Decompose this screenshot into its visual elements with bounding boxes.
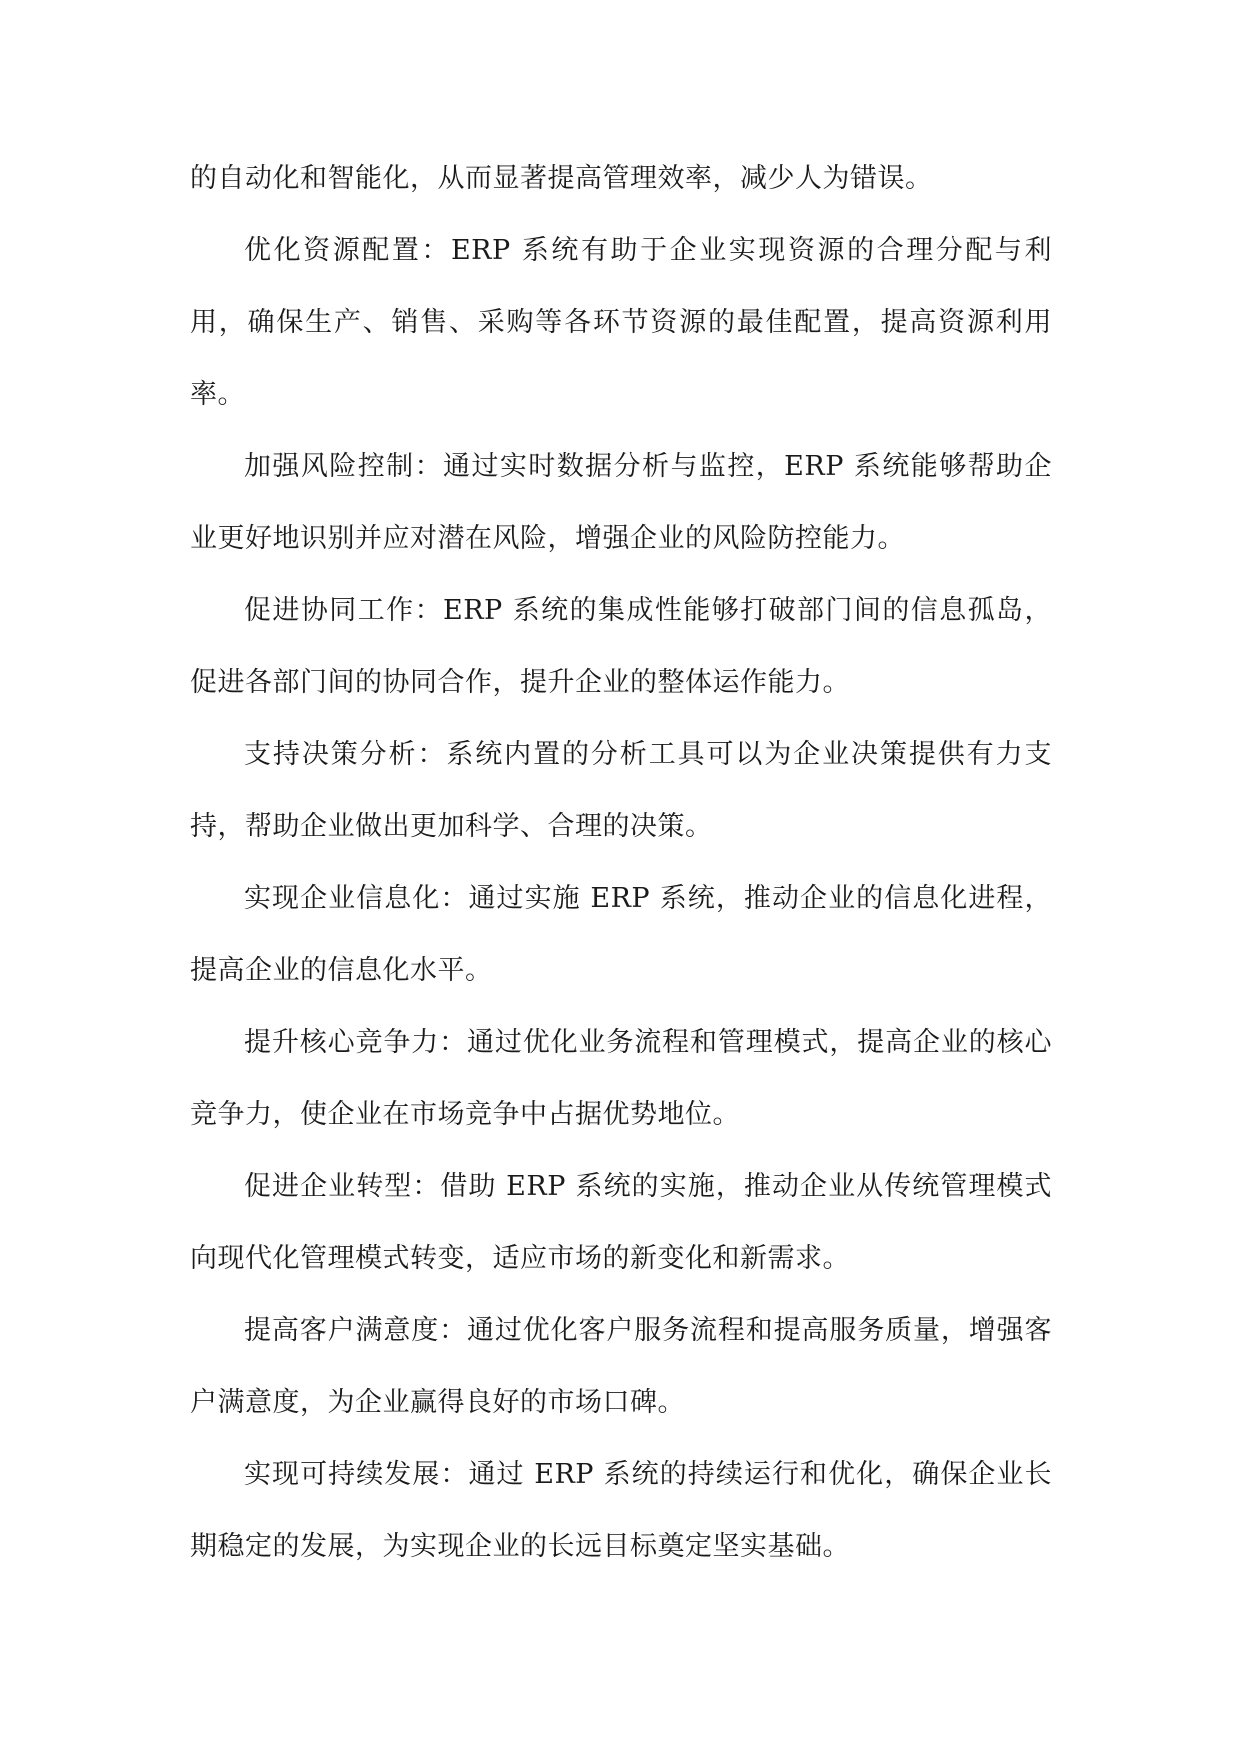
paragraph-core-competitiveness: 提升核心竞争力：通过优化业务流程和管理模式，提高企业的核心竞争力，使企业在市场竞争中占据优势地位。 bbox=[190, 1027, 1052, 1130]
paragraph-transformation: 促进企业转型：借助 ERP 系统的实施，推动企业从传统管理模式向现代化管理模式转变，适应市场的新变化和新需求。 bbox=[190, 1171, 1052, 1274]
document-body bbox=[190, 143, 1052, 1583]
paragraph-continuation: 的自动化和智能化，从而显著提高管理效率，减少人为错误。 bbox=[190, 163, 933, 194]
paragraph-decision-support: 支持决策分析：系统内置的分析工具可以为企业决策提供有力支持，帮助企业做出更加科学、合理的决策。 bbox=[190, 739, 1052, 842]
paragraph-optimize-resources: 优化资源配置：ERP 系统有助于企业实现资源的合理分配与利用，确保生产、销售、采购等各环节资源的最佳配置，提高资源利用率。 bbox=[190, 235, 1052, 410]
paragraph-customer-satisfaction: 提高客户满意度：通过优化客户服务流程和提高服务质量，增强客户满意度，为企业赢得良好的市场口碑。 bbox=[190, 1315, 1052, 1418]
paragraph-risk-control: 加强风险控制：通过实时数据分析与监控，ERP 系统能够帮助企业更好地识别并应对潜在风险，增强企业的风险防控能力。 bbox=[190, 451, 1052, 554]
paragraph-collaboration: 促进协同工作：ERP 系统的集成性能够打破部门间的信息孤岛，促进各部门间的协同合作，提升企业的整体运作能力。 bbox=[190, 595, 1052, 698]
paragraph-sustainable-development: 实现可持续发展：通过 ERP 系统的持续运行和优化，确保企业长期稳定的发展，为实现企业的长远目标奠定坚实基础。 bbox=[190, 1459, 1052, 1562]
paragraph-informatization: 实现企业信息化：通过实施 ERP 系统，推动企业的信息化进程，提高企业的信息化水平。 bbox=[190, 883, 1052, 986]
